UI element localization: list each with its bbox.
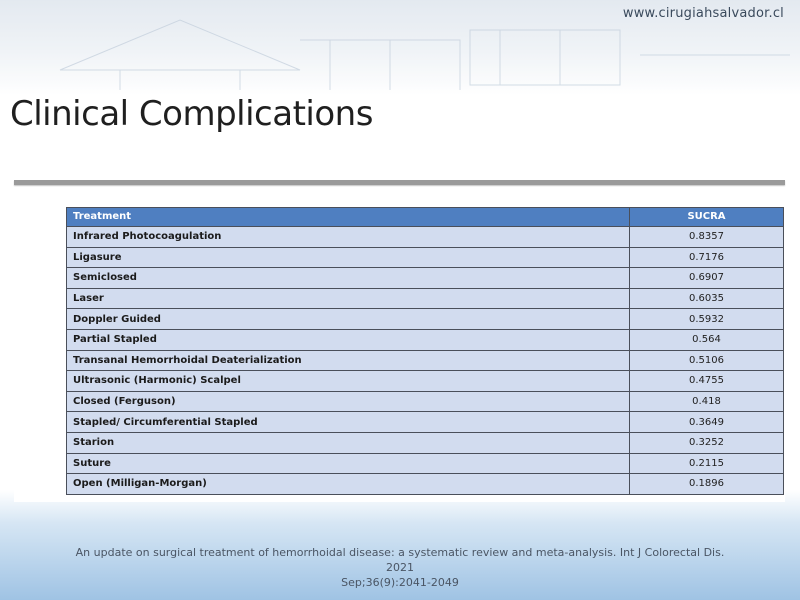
treatment-cell: Ultrasonic (Harmonic) Scalpel: [67, 371, 630, 392]
sucra-cell: 0.8357: [630, 227, 784, 248]
sucra-cell: 0.6035: [630, 288, 784, 309]
sucra-cell: 0.2115: [630, 453, 784, 474]
table-row: [67, 268, 784, 289]
table-row: [67, 412, 784, 433]
treatment-cell: Partial Stapled: [67, 329, 630, 350]
sucra-cell: 0.5106: [630, 350, 784, 371]
table-header-row: [67, 208, 784, 227]
sucra-cell: 0.4755: [630, 371, 784, 392]
table-row: [67, 350, 784, 371]
table-row: [67, 309, 784, 330]
treatment-cell: Stapled/ Circumferential Stapled: [67, 412, 630, 433]
sucra-cell: 0.6907: [630, 268, 784, 289]
table-panel: [14, 193, 785, 502]
sucra-cell: 0.5932: [630, 309, 784, 330]
sucra-table: [66, 207, 784, 495]
table-row: [67, 247, 784, 268]
treatment-cell: Open (Milligan-Morgan): [67, 474, 630, 495]
slide-title: Clinical Complications: [10, 94, 373, 134]
table-row: [67, 391, 784, 412]
treatment-cell: Infrared Photocoagulation: [67, 227, 630, 248]
website-url: www.cirugiahsalvador.cl: [622, 6, 784, 21]
sucra-cell: 0.1896: [630, 474, 784, 495]
title-divider: [14, 180, 785, 185]
table-row: [67, 329, 784, 350]
table-row: [67, 227, 784, 248]
treatment-cell: Semiclosed: [67, 268, 630, 289]
sucra-cell: 0.418: [630, 391, 784, 412]
treatment-cell: Doppler Guided: [67, 309, 630, 330]
column-header-sucra: SUCRA: [630, 208, 784, 227]
treatment-cell: Suture: [67, 453, 630, 474]
treatment-cell: Laser: [67, 288, 630, 309]
table-row: [67, 432, 784, 453]
citation-line-2: Sep;36(9):2041-2049: [341, 576, 459, 589]
sucra-cell: 0.3252: [630, 432, 784, 453]
table-row: [67, 474, 784, 495]
treatment-cell: Starion: [67, 432, 630, 453]
sucra-cell: 0.7176: [630, 247, 784, 268]
table-row: [67, 288, 784, 309]
citation-text: [60, 545, 740, 590]
sucra-cell: 0.564: [630, 329, 784, 350]
citation-line-1: An update on surgical treatment of hemorrhoidal disease: a systematic review and meta-analysis. Int J Colorectal Dis. 2021: [75, 546, 725, 574]
sucra-cell: 0.3649: [630, 412, 784, 433]
treatment-cell: Transanal Hemorrhoidal Deaterialization: [67, 350, 630, 371]
treatment-cell: Ligasure: [67, 247, 630, 268]
table-row: [67, 453, 784, 474]
column-header-treatment: Treatment: [67, 208, 630, 227]
table-row: [67, 371, 784, 392]
treatment-cell: Closed (Ferguson): [67, 391, 630, 412]
